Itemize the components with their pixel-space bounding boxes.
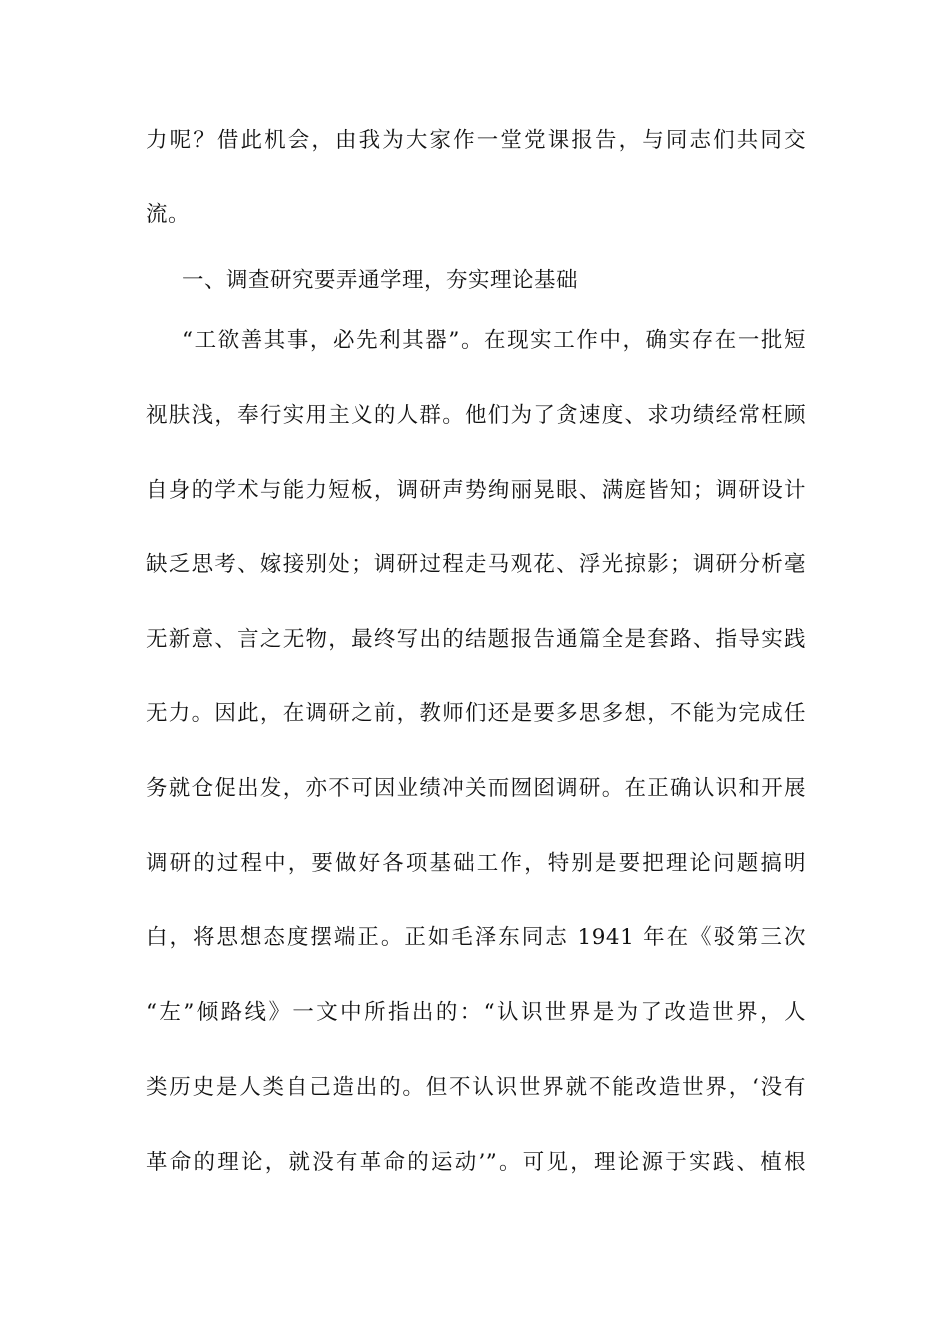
paragraph-line-7: 务就仓促出发，亦不可因业绩冲关而囫囵调研。在正确认识和开展 (146, 776, 806, 801)
paragraph-line-9: 白，将思想态度摆端正。正如毛泽东同志 1941 年在《驳第三次 (146, 925, 806, 950)
paragraph-line-1: “工欲善其事，必先利其器”。在现实工作中，确实存在一批短 (182, 328, 806, 353)
paragraph-line-12: 革命的理论，就没有革命的运动’”。可见，理论源于实践、植根 (146, 1150, 806, 1175)
intro-line-1: 力呢？借此机会，由我为大家作一堂党课报告，与同志们共同交 (146, 128, 806, 153)
paragraph-line-6: 无力。因此，在调研之前，教师们还是要多思多想，不能为完成任 (146, 701, 806, 726)
section-heading: 一、调查研究要弄通学理，夯实理论基础 (182, 268, 579, 293)
paragraph-line-10: “左”倾路线》一文中所指出的：“认识世界是为了改造世界，人 (146, 1000, 806, 1025)
paragraph-line-2: 视肤浅，奉行实用主义的人群。他们为了贪速度、求功绩经常枉顾 (146, 403, 806, 428)
paragraph-line-3: 自身的学术与能力短板，调研声势绚丽晃眼、满庭皆知；调研设计 (146, 478, 806, 503)
paragraph-line-4: 缺乏思考、嫁接别处；调研过程走马观花、浮光掠影；调研分析毫 (146, 552, 806, 577)
intro-line-2: 流。 (146, 202, 191, 227)
paragraph-line-8: 调研的过程中，要做好各项基础工作，特别是要把理论问题搞明 (146, 851, 806, 876)
paragraph-line-11: 类历史是人类自己造出的。但不认识世界就不能改造世界，‘没有 (146, 1075, 806, 1100)
paragraph-line-5: 无新意、言之无物，最终写出的结题报告通篇全是套路、指导实践 (146, 627, 806, 652)
